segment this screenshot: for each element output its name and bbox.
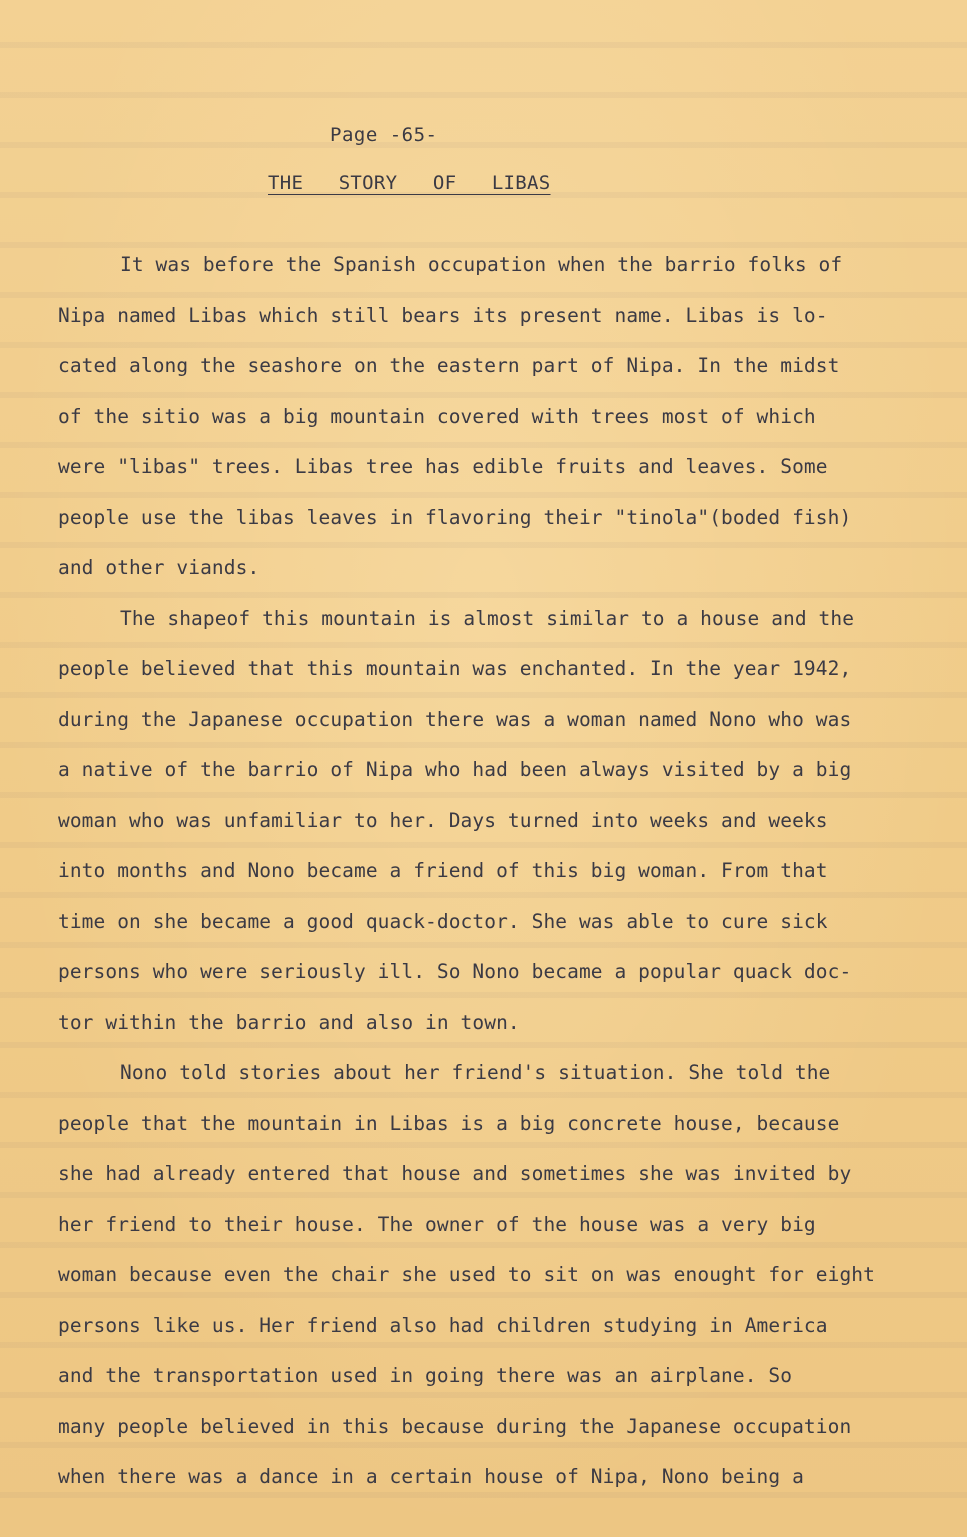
text-line: were "libas" trees. Libas tree has edible fruits and leaves. Some xyxy=(58,455,828,478)
text-line: Nono told stories about her friend's situation. She told the xyxy=(120,1061,831,1084)
text-line: The shapeof this mountain is almost similar to a house and the xyxy=(120,606,855,630)
text-line: into months and Nono became a friend of this big woman. From that xyxy=(58,859,828,882)
text-line: during the Japanese occupation there was a woman named Nono who was xyxy=(58,707,852,731)
text-line: Nipa named Libas which still bears its present name. Libas is lo- xyxy=(58,303,828,327)
text-line: when there was a dance in a certain house of Nipa, Nono being a xyxy=(58,1465,804,1488)
text-line: of the sitio was a big mountain covered with trees most of which xyxy=(58,404,816,428)
text-line: people use the libas leaves in flavoring their "tinola"(boded fish) xyxy=(58,505,852,529)
text-line: cated along the seashore on the eastern part of Nipa. In the midst xyxy=(58,354,840,377)
text-line: tor within the barrio and also in town. xyxy=(58,1010,520,1034)
story-body xyxy=(58,240,928,1503)
text-line: woman because even the chair she used to sit on was enought for eight xyxy=(58,1263,875,1286)
story-title: THE STORY OF LIBAS xyxy=(268,172,551,194)
text-line: woman who was unfamiliar to her. Days turned into weeks and weeks xyxy=(58,808,828,832)
text-line: persons who were seriously ill. So Nono became a popular quack doc- xyxy=(58,960,852,983)
text-line: many people believed in this because during the Japanese occupation xyxy=(58,1414,852,1438)
text-line: and other viands. xyxy=(58,556,260,579)
page-number: Page -65- xyxy=(330,124,438,146)
text-line: a native of the barrio of Nipa who had been always visited by a big xyxy=(58,758,852,781)
text-line: people believed that this mountain was enchanted. In the year 1942, xyxy=(58,657,852,680)
text-line: time on she became a good quack-doctor. She was able to cure sick xyxy=(58,909,828,933)
text-line: people that the mountain in Libas is a big concrete house, because xyxy=(58,1111,840,1135)
text-line: her friend to their house. The owner of the house was a very big xyxy=(58,1212,816,1236)
text-line: she had already entered that house and sometimes she was invited by xyxy=(58,1162,852,1185)
text-line: It was before the Spanish occupation when the barrio folks of xyxy=(120,253,843,276)
text-line: and the transportation used in going there was an airplane. So xyxy=(58,1364,793,1387)
text-line: persons like us. Her friend also had children studying in America xyxy=(58,1313,828,1337)
